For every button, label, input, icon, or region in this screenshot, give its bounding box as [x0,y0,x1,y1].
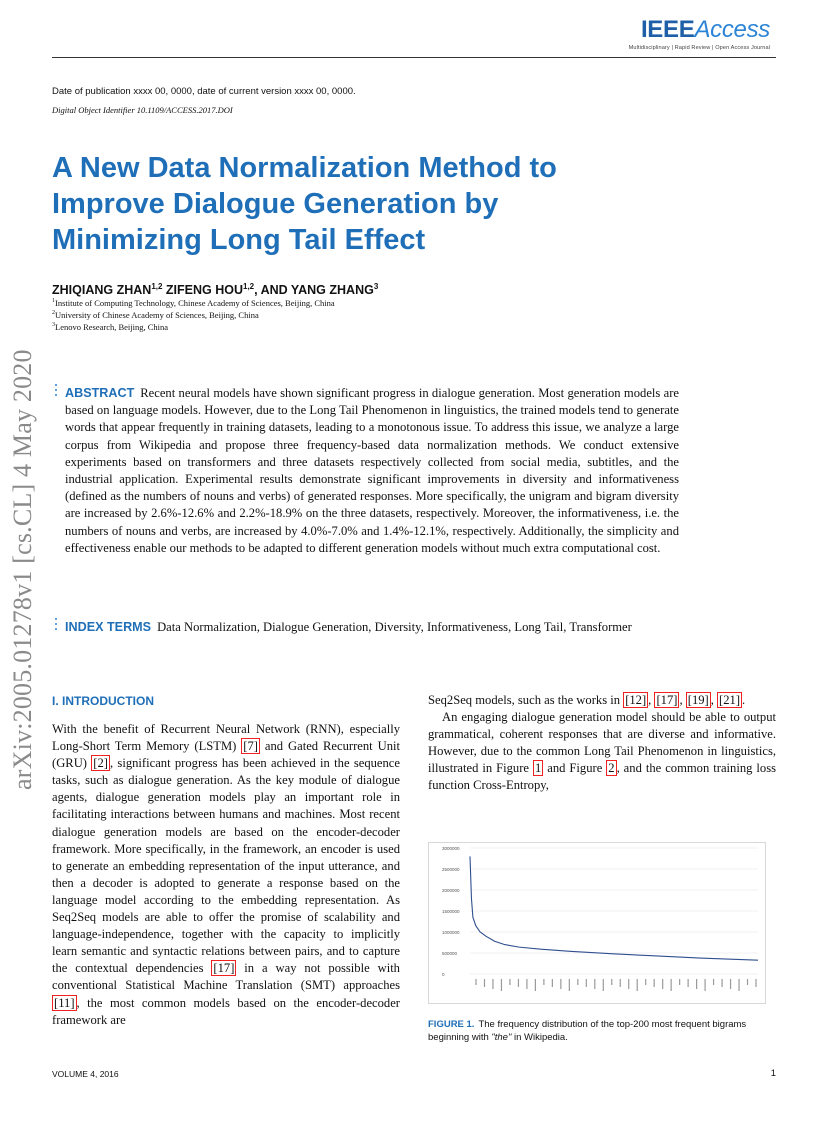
y-tick-label: 1000000 [442,930,460,935]
arxiv-stamp-text: arXiv:2005.01278v1 [cs.CL] 4 May 2020 [8,349,37,790]
x-tick-mark [620,979,621,987]
body-text: and Figure [543,761,607,776]
abstract [65,385,679,557]
citation-link[interactable]: [17] [656,693,678,707]
abstract-dots-icon [55,384,59,399]
x-tick-mark [492,979,493,989]
x-tick-mark [747,979,748,985]
intro-left-column [52,721,400,1029]
affiliation-sup: 2 [52,310,55,317]
section-heading-introduction: I. INTRODUCTION [52,694,154,708]
x-tick-mark [501,979,502,991]
x-tick-mark [696,979,697,989]
footer-volume: VOLUME 4, 2016 [52,1069,119,1079]
y-tick-label: 2500000 [442,867,460,872]
body-text: With the benefit of Recurrent Neural Network (RNN), especially Long-Short Term Memory (LSTM) [52,722,400,754]
citation-link[interactable]: [12] [625,693,647,707]
figure-link[interactable]: 2 [608,761,615,776]
x-tick-mark [755,979,756,987]
x-tick-mark [654,979,655,987]
citation-link[interactable]: [19] [687,693,709,707]
caption-text: in Wikipedia. [511,1031,568,1043]
caption-text: The frequency distribution of the top-200 most frequent bigrams beginning with [428,1019,747,1043]
separator: , [648,693,655,707]
x-tick-mark [475,979,476,985]
x-tick-mark [560,979,561,989]
citation-link[interactable]: [2] [93,756,108,771]
index-terms-text: Data Normalization, Dialogue Generation, Diversity, Informativeness, Long Tail, Transformer [157,620,632,634]
paper-title [52,150,672,258]
title-line: Improve Dialogue Generation by [52,188,499,220]
logo-access: Access [694,16,770,43]
x-tick-mark [704,979,705,991]
publication-date: Date of publication xxxx 00, 0000, date of current version xxxx 00, 0000. [52,86,356,97]
separator: , [710,693,718,707]
affiliation-text: University of Chinese Academy of Sciences, Beijing, China [55,310,259,320]
figure-caption [428,1019,778,1044]
citation-link[interactable]: [21] [719,693,741,707]
page-number: 1 [770,1068,776,1079]
figure-link[interactable]: 1 [534,761,542,776]
abstract-text: Recent neural models have shown significant progress in dialogue generation. Most generation models are based on language models. However, due to the Long Tail Phenomenon in linguistics, the trained models tend to generate words that appear frequently in training datasets, leading to a monotonous issue. To address this issue, we analyze a large corpus from Wikipedia and propose three frequency-based data normalization methods. We conduct extensive experiments based on transformers and three datasets respectively collected from social media, subtitles, and the industrial application. Experimental results demonstrate significant improvements in diversity and informativeness (defined as the numbers of nouns and verbs) of generated responses. More specifically, the unigram and bigram diversity are increased by 2.6%-12.6% and 2.2%-18.9% on the three datasets, respectively. Moreover, the informativeness, i.e. the numbers of nouns and verbs, are increased by 4.0%-7.0% and 1.4%-12.1%, respectively. Additionally, the simplicity and effectiveness enable our methods to be adapted to different generation models without much extra computational cost. [65,386,679,555]
y-tick-label: 3000000 [442,846,460,851]
y-tick-label: 2000000 [442,888,460,893]
x-tick-mark [577,979,578,985]
x-tick-mark [730,979,731,989]
separator: , [679,693,686,707]
series-line [470,856,758,960]
chart-frame [429,843,766,1004]
author-affil-sup: 1,2 [243,282,255,291]
author-name: , AND YANG ZHANG [254,283,374,298]
index-terms-label: INDEX TERMS [65,620,152,634]
x-tick-mark [662,979,663,989]
x-tick-mark [679,979,680,985]
separator: . [742,693,746,707]
x-tick-mark [543,979,544,985]
x-tick-mark [526,979,527,989]
affiliation [52,298,335,308]
index-terms [65,619,679,636]
header-rule [52,57,776,58]
ieee-access-logo [629,18,770,51]
y-tick-label: 0 [442,972,445,977]
intro-right-column [428,692,776,795]
author-affil-sup: 3 [373,282,379,291]
paragraph [428,709,776,794]
author-name: ZIFENG HOU [162,283,243,298]
x-tick-mark [586,979,587,987]
x-tick-mark [688,979,689,987]
x-tick-mark [509,979,510,985]
x-tick-mark [645,979,646,985]
affiliation-text: Lenovo Research, Beijing, China [55,322,169,332]
author-list [52,282,378,297]
author-name: ZHIQIANG ZHAN [52,283,152,298]
x-tick-mark [535,979,536,991]
y-tick-label: 500000 [442,951,458,956]
affiliation [52,322,168,332]
caption-emphasis: "the" [491,1031,512,1043]
x-tick-mark [569,979,570,991]
x-tick-mark [594,979,595,989]
title-line: Minimizing Long Tail Effect [52,224,426,256]
body-text: and Gated Recurrent Unit (GRU) [52,739,400,771]
body-text: , the most common models based on the encoder-decoder framework are [52,995,400,1027]
x-tick-mark [603,979,604,991]
affiliation-text: Institute of Computing Technology, Chinese Academy of Sciences, Beijing, China [55,298,335,308]
body-text: Seq2Seq models, such as the works in [428,693,624,707]
x-tick-mark [611,979,612,985]
paragraph [428,692,776,709]
x-tick-mark [738,979,739,991]
figure-label: FIGURE 1. [428,1019,475,1030]
body-text: , and the common training loss function Cross-Entropy, [428,761,776,793]
affiliation [52,310,259,320]
logo-ieee: IEEE [640,16,695,43]
citation-link[interactable]: [7] [243,739,258,754]
citation-link[interactable]: [11] [54,995,75,1010]
affiliation-sup: 1 [52,298,55,305]
body-text: An engaging dialogue generation model should be able to output grammatical, coherent responses that are diverse and informative. However, due to the common Long Tail Phenomenon in linguistics, illustrated in Figure [428,710,776,776]
frequency-line-chart [428,842,766,1004]
author-affil-sup: 1,2 [151,282,163,291]
y-tick-label: 1500000 [442,909,460,914]
x-tick-mark [637,979,638,991]
logo-tagline: Multidisciplinary | Rapid Review | Open Access Journal [628,45,770,51]
index-terms-dots-icon [55,618,59,633]
doi: Digital Object Identifier 10.1109/ACCESS.2017.DOI [52,105,233,115]
figure-1-chart [428,842,766,1004]
body-text: in a way not possible with conventional Statistical Machine Translation (SMT) approaches [52,961,400,993]
x-tick-mark [552,979,553,987]
x-tick-mark [484,979,485,987]
abstract-label: ABSTRACT [65,386,135,400]
affiliation-sup: 3 [52,322,55,329]
x-tick-mark [721,979,722,987]
body-text: , significant progress has been achieved in the sequence tasks, such as dialogue generation. As the key module of dialogue agents, dialogue generation models play an important role in facilitating interactions between humans and machines. Most recent dialogue generation models are based on the encoder-decoder framework. More specifically, in the framework, an encoder is used to generate an embedding representation of the input utterance, and then a decoder is adopted to generate a response based on the language model according to the embedding representation. As Seq2Seq models are able to offer the promise of scalability and language-independence, together with the capacity to implicitly learn semantic and syntactic relations between pairs, and to capture the contextual dependencies [52,756,400,976]
x-tick-mark [671,979,672,991]
citation-link[interactable]: [17] [213,961,235,976]
x-tick-mark [628,979,629,989]
x-tick-mark [713,979,714,985]
x-tick-mark [518,979,519,987]
title-line: A New Data Normalization Method to [52,152,557,184]
